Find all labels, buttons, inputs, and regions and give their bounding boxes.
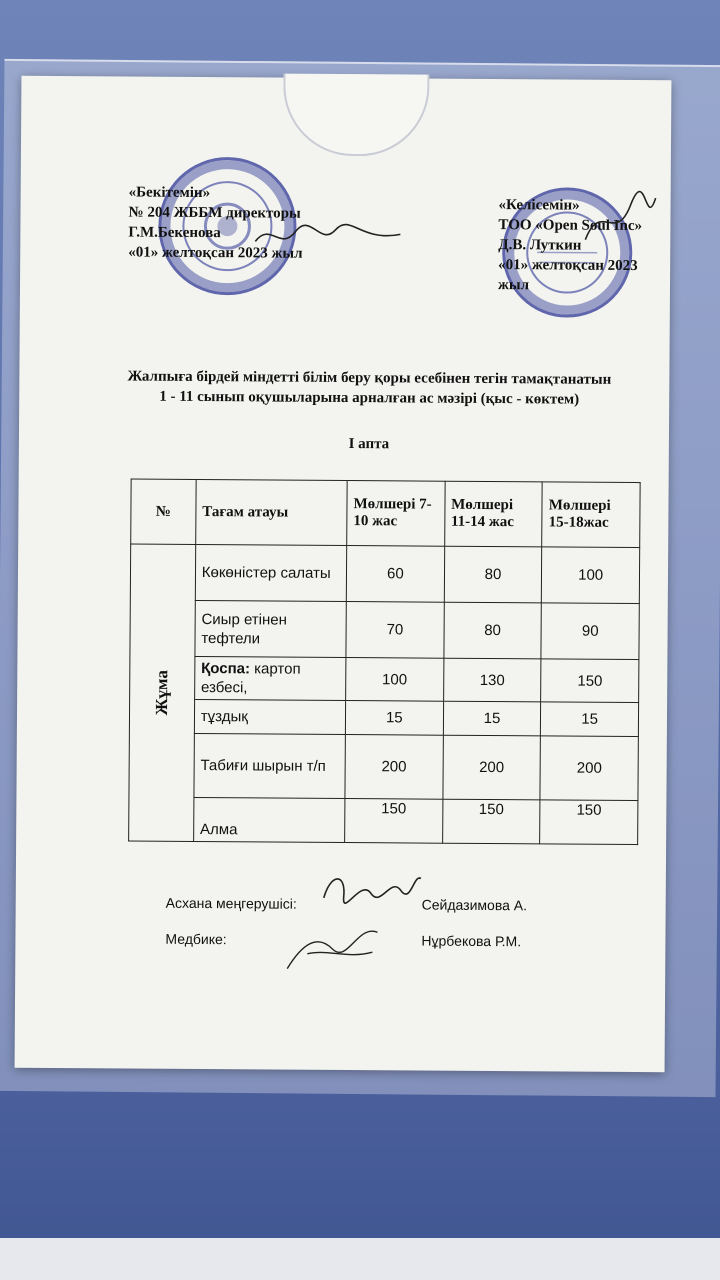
- agree-label: «Келісемін»: [498, 197, 580, 214]
- portion-value: 150: [541, 659, 639, 703]
- col-dish-name: Тағам атауы: [196, 479, 348, 545]
- table-row: [129, 797, 638, 845]
- col-number: №: [131, 479, 196, 544]
- dish-name: Көкөністер салаты: [195, 544, 347, 601]
- agree-name: Д.В. Луткин: [498, 237, 582, 254]
- col-portion-7-10: Мөлшері 7-10 жас: [347, 481, 445, 547]
- dish-name: Табиғи шырын т/п: [194, 733, 346, 798]
- col-portion-15-18: Мөлшері 15-18жас: [542, 482, 640, 548]
- portion-value: 200: [540, 736, 638, 801]
- dish-name: тұздық: [194, 699, 345, 734]
- dish-name: [194, 656, 346, 700]
- title-line-2: 1 - 11 сынып оқушыларына арналған ас мәзірі (қыс - көктем): [159, 388, 580, 408]
- chef-signature: [316, 868, 426, 919]
- portion-value: 100: [346, 658, 444, 702]
- chef-role: Асхана меңгерушісі:: [165, 894, 297, 912]
- nurse-name: Нұрбекова Р.М.: [421, 932, 522, 950]
- portion-value: 150: [345, 799, 443, 844]
- table-header-row: [131, 479, 640, 548]
- approver-name: Г.М.Бекенова: [128, 224, 221, 242]
- day-cell: [129, 544, 196, 841]
- table-row: [129, 733, 638, 801]
- menu-sheet: [15, 76, 672, 1073]
- dish-name-prefix: Қоспа:: [201, 660, 251, 678]
- week-label: I апта: [348, 436, 390, 453]
- menu-table: [128, 479, 641, 846]
- wall-strip: [0, 1238, 720, 1280]
- col-portion-11-14: Мөлшері 11-14 жас: [444, 481, 542, 547]
- table-row: [130, 544, 639, 604]
- company-signature: [580, 190, 660, 251]
- approver-position: № 204 ЖББМ директоры: [128, 204, 301, 222]
- sleeve-notch: [283, 74, 430, 157]
- nurse-signature: [277, 914, 397, 975]
- menu-title: [89, 366, 649, 410]
- portion-value: 60: [346, 546, 444, 603]
- approve-label: «Бекітемін»: [128, 184, 211, 202]
- dish-name: Алма: [193, 797, 345, 842]
- portion-value: 15: [345, 701, 443, 736]
- dish-name-rest: картоп езбесі,: [200, 660, 301, 697]
- title-line-1: Жалпыға бірдей міндетті білім беру қоры есебінен тегін тамақтанатын: [127, 368, 612, 388]
- portion-value: 80: [444, 602, 542, 659]
- portion-value: 100: [542, 547, 640, 604]
- portion-value: 130: [443, 658, 541, 702]
- portion-value: 200: [443, 735, 541, 800]
- table-row: [129, 699, 638, 737]
- portion-value: 70: [346, 602, 444, 659]
- portion-value: 15: [541, 702, 639, 737]
- table-row: [130, 656, 639, 703]
- agree-company: ТОО «Open Soul Inc»: [498, 217, 643, 235]
- nurse-role: Медбике:: [165, 930, 227, 948]
- portion-value: 80: [444, 546, 542, 603]
- portion-value: 15: [443, 701, 541, 736]
- portion-value: 150: [442, 799, 540, 844]
- table-row: [130, 600, 639, 660]
- portion-value: 200: [345, 735, 443, 800]
- chef-name: Сейдазимова А.: [421, 896, 528, 914]
- dish-name: Сиыр етінен тефтели: [195, 600, 347, 657]
- portion-value: 90: [541, 603, 639, 660]
- agree-date: «01» желтоқсан 2023 жыл: [497, 257, 638, 294]
- director-signature: [250, 211, 410, 262]
- approve-date: «01» желтоқсан 2023 жыл: [128, 244, 303, 262]
- portion-value: 150: [540, 800, 638, 845]
- day-label: Жұма: [151, 670, 172, 716]
